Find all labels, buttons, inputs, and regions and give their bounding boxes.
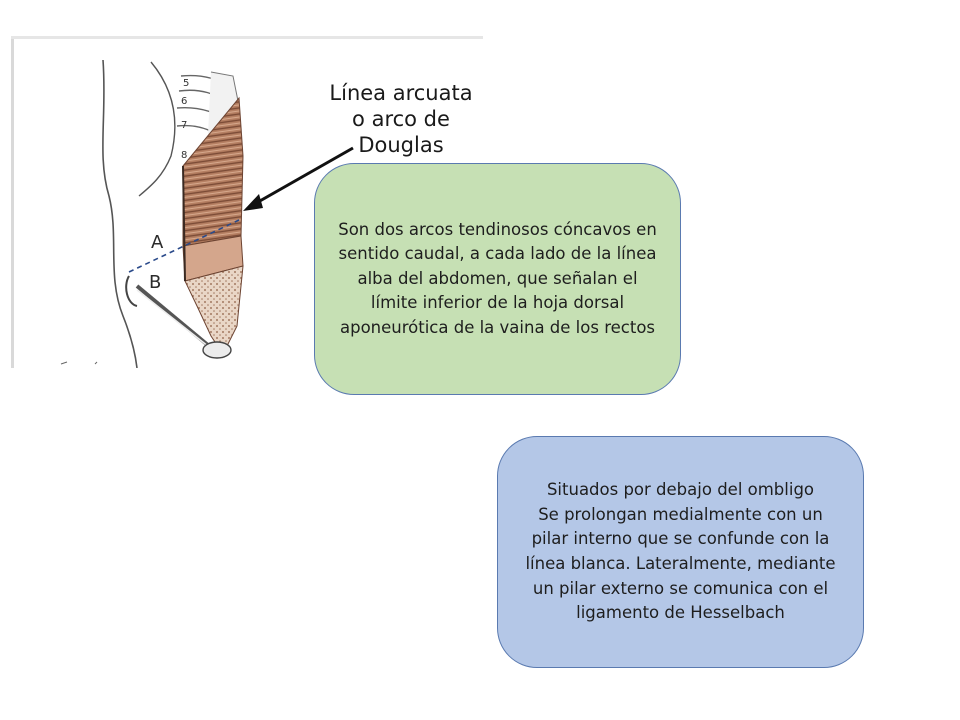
rib-number: 6 bbox=[181, 96, 188, 107]
definition-box bbox=[314, 163, 681, 395]
rib-number: 8 bbox=[181, 150, 188, 161]
label-a: A bbox=[151, 232, 164, 253]
location-line-1: Situados por debajo del ombligo bbox=[546, 480, 815, 500]
body-outline-left bbox=[103, 60, 137, 368]
label-b: B bbox=[149, 272, 162, 293]
inguinal-ring bbox=[126, 276, 137, 306]
frame-edge bbox=[11, 36, 14, 368]
rib-number: 7 bbox=[181, 120, 188, 131]
sketch-mark bbox=[61, 362, 67, 364]
rectus-muscle-lower bbox=[185, 266, 243, 354]
arrow-head bbox=[243, 194, 263, 211]
callout-line-1: Línea arcuata bbox=[329, 81, 473, 105]
sketch-mark bbox=[95, 362, 97, 364]
pubic-tubercle bbox=[203, 342, 231, 358]
frame-top bbox=[11, 36, 483, 39]
callout-line-2: o arco de Douglas bbox=[352, 107, 450, 157]
location-line-2: Se prolongan medialmente con un pilar interno que se confunde con la línea blanca. Lateralmente, mediante un pilar externo se comunica con el ligamento de Hesselbach bbox=[525, 504, 836, 623]
definition-text: Son dos arcos tendinosos cóncavos en sentido caudal, a cada lado de la línea alba del abdomen, que señalan el límite inferior de la hoja dorsal aponeurótica de la vaina de los rectos bbox=[338, 219, 657, 337]
arcuate-line-callout bbox=[311, 80, 491, 158]
location-box bbox=[497, 436, 864, 668]
body-outline-chest bbox=[139, 62, 175, 196]
rib-number: 5 bbox=[183, 78, 190, 89]
